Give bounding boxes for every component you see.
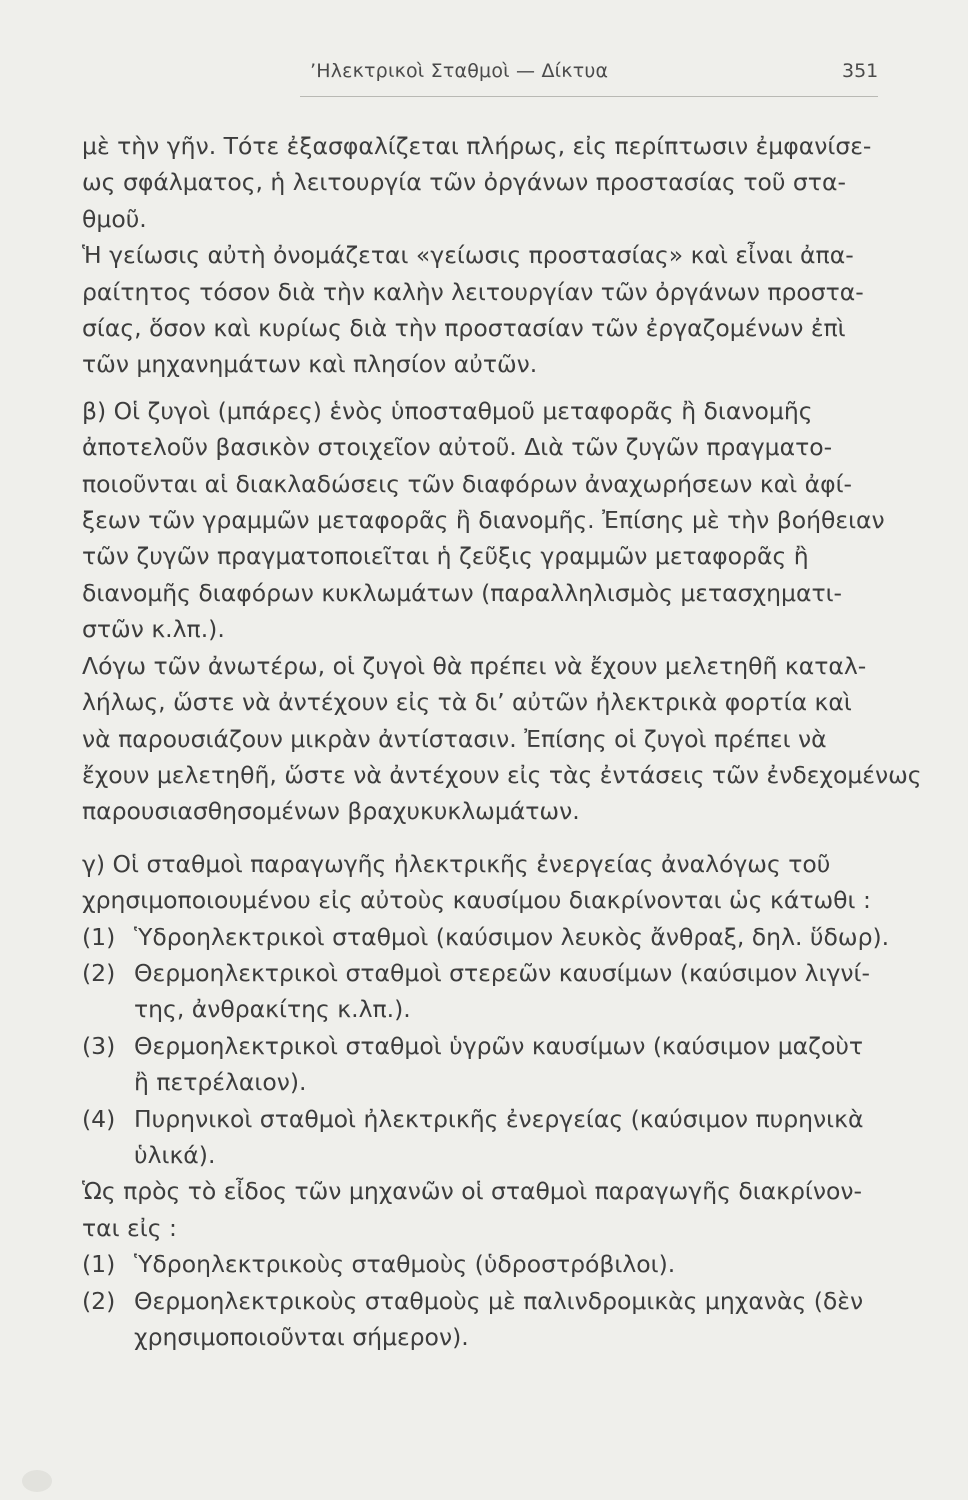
- list-number: (2): [82, 1286, 116, 1315]
- page-number: 351: [842, 60, 879, 82]
- list-text-continued: ἢ πετρέλαιον).: [134, 1068, 307, 1097]
- text-line: ἔχουν μελετηθῆ, ὥστε νὰ ἀντέχουν εἰς τὰς ἐντάσεις τῶν ἐνδεχομένως: [82, 760, 922, 789]
- list-item: [82, 1101, 882, 1137]
- paragraph-1: [82, 128, 882, 237]
- header-rule: [300, 96, 878, 97]
- list-item: [82, 1246, 882, 1282]
- fuel-type-list: [82, 919, 890, 1174]
- text-line: θμοῦ.: [82, 204, 147, 233]
- list-text-continued: ὑλικά).: [134, 1140, 216, 1169]
- text-line: τῶν μηχανημάτων καὶ πλησίον αὐτῶν.: [82, 350, 538, 379]
- list-number: (1): [82, 1250, 116, 1279]
- running-head: ’Ηλεκτρικοὶ Σταθμοὶ — Δίκτυα: [310, 60, 609, 82]
- list-text: Πυρηνικοὶ σταθμοὶ ἠλεκτρικῆς ἐνεργείας (καύσιμον πυρηνικὰ: [134, 1104, 864, 1133]
- text-line: ραίτητος τόσον διὰ τὴν καλὴν λειτουργίαν τῶν ὀργάνων προστα-: [82, 277, 864, 306]
- paragraph-5: [82, 846, 882, 919]
- page-smudge: [22, 1470, 52, 1492]
- list-text: Θερμοηλεκτρικοὺς σταθμοὺς μὲ παλινδρομικὰς μηχανὰς (δὲν: [134, 1286, 864, 1315]
- text-line: χρησιμοποιουμένου εἰς αὐτοὺς καυσίμου διακρίνονται ὡς κάτωθι :: [82, 886, 871, 915]
- list-text: Θερμοηλεκτρικοὶ σταθμοὶ ὑγρῶν καυσίμων (καύσιμον μαζοὺτ: [134, 1031, 864, 1060]
- text-line: διανομῆς διαφόρων κυκλωμάτων (παραλληλισμὸς μετασχηματι-: [82, 578, 843, 607]
- text-line: Ὡς πρὸς τὸ εἶδος τῶν μηχανῶν οἱ σταθμοὶ παραγωγῆς διακρίνον-: [82, 1177, 862, 1206]
- text-line: ται εἰς :: [82, 1213, 177, 1242]
- text-line: ποιοῦνται αἱ διακλαδώσεις τῶν διαφόρων ἀναχωρήσεων καὶ ἀφί-: [82, 469, 853, 498]
- text-line: σίας, ὅσον καὶ κυρίως διὰ τὴν προστασίαν τῶν ἐργαζομένων ἐπὶ: [82, 314, 846, 343]
- list-number: (2): [82, 958, 116, 987]
- paragraph-4: [82, 648, 922, 830]
- text-line: μὲ τὴν γῆν. Τότε ἐξασφαλίζεται πλήρως, εἰς περίπτωσιν ἐμφανίσε-: [82, 132, 872, 160]
- list-item: [82, 919, 890, 955]
- list-item: [82, 1028, 882, 1064]
- list-text-continued: χρησιμοποιοῦνται σήμερον).: [134, 1323, 469, 1351]
- text-line: λήλως, ὥστε νὰ ἀντέχουν εἰς τὰ δι’ αὐτῶν ἠλεκτρικὰ φορτία καὶ: [82, 688, 852, 717]
- body-text: [82, 128, 922, 1355]
- list-number: (1): [82, 922, 116, 951]
- text-line: ξεων τῶν γραμμῶν μεταφορᾶς ἢ διανομῆς. Ἐπίσης μὲ τὴν βοήθειαν: [82, 506, 885, 535]
- list-item: [82, 955, 882, 991]
- text-line: ως σφάλματος, ἡ λειτουργία τῶν ὀργάνων προστασίας τοῦ στα-: [82, 168, 846, 197]
- machine-type-list: [82, 1246, 882, 1355]
- text-line: νὰ παρουσιάζουν μικρὰν ἀντίστασιν. Ἐπίσης οἱ ζυγοὶ πρέπει νὰ: [82, 724, 827, 753]
- text-line: Ἡ γείωσις αὐτὴ ὀνομάζεται «γείωσις προστασίας» καὶ εἶναι ἀπα-: [82, 241, 854, 270]
- text-line: ἀποτελοῦν βασικὸν στοιχεῖον αὐτοῦ. Διὰ τῶν ζυγῶν πραγματο-: [82, 433, 833, 462]
- list-text: Ὑδροηλεκτρικοὶ σταθμοὶ (καύσιμον λευκὸς ἄνθραξ, δηλ. ὕδωρ).: [134, 922, 890, 951]
- text-line: Λόγω τῶν ἀνωτέρω, οἱ ζυγοὶ θὰ πρέπει νὰ ἔχουν μελετηθῆ καταλ-: [82, 651, 867, 680]
- text-line: στῶν κ.λπ.).: [82, 615, 225, 644]
- paragraph-2: [82, 237, 882, 383]
- paragraph-3: [82, 393, 885, 648]
- list-number: (3): [82, 1031, 116, 1060]
- text-line: γ) Οἱ σταθμοὶ παραγωγῆς ἠλεκτρικῆς ἐνεργείας ἀναλόγως τοῦ: [82, 849, 831, 878]
- text-line: β) Οἱ ζυγοὶ (μπάρες) ἑνὸς ὑποσταθμοῦ μεταφορᾶς ἢ διανομῆς: [82, 396, 813, 425]
- list-text: Ὑδροηλεκτρικοὺς σταθμοὺς (ὑδροστρόβιλοι).: [134, 1250, 676, 1279]
- paragraph-6: [82, 1173, 882, 1246]
- list-item: [82, 1283, 882, 1319]
- text-line: παρουσιασθησομένων βραχυκυκλωμάτων.: [82, 797, 580, 826]
- text-line: τῶν ζυγῶν πραγματοποιεῖται ἡ ζεῦξις γραμμῶν μεταφορᾶς ἢ: [82, 542, 809, 571]
- list-text-continued: της, ἀνθρακίτης κ.λπ.).: [134, 995, 411, 1024]
- list-text: Θερμοηλεκτρικοὶ σταθμοὶ στερεῶν καυσίμων (καύσιμον λιγνί-: [134, 958, 870, 987]
- list-number: (4): [82, 1104, 116, 1133]
